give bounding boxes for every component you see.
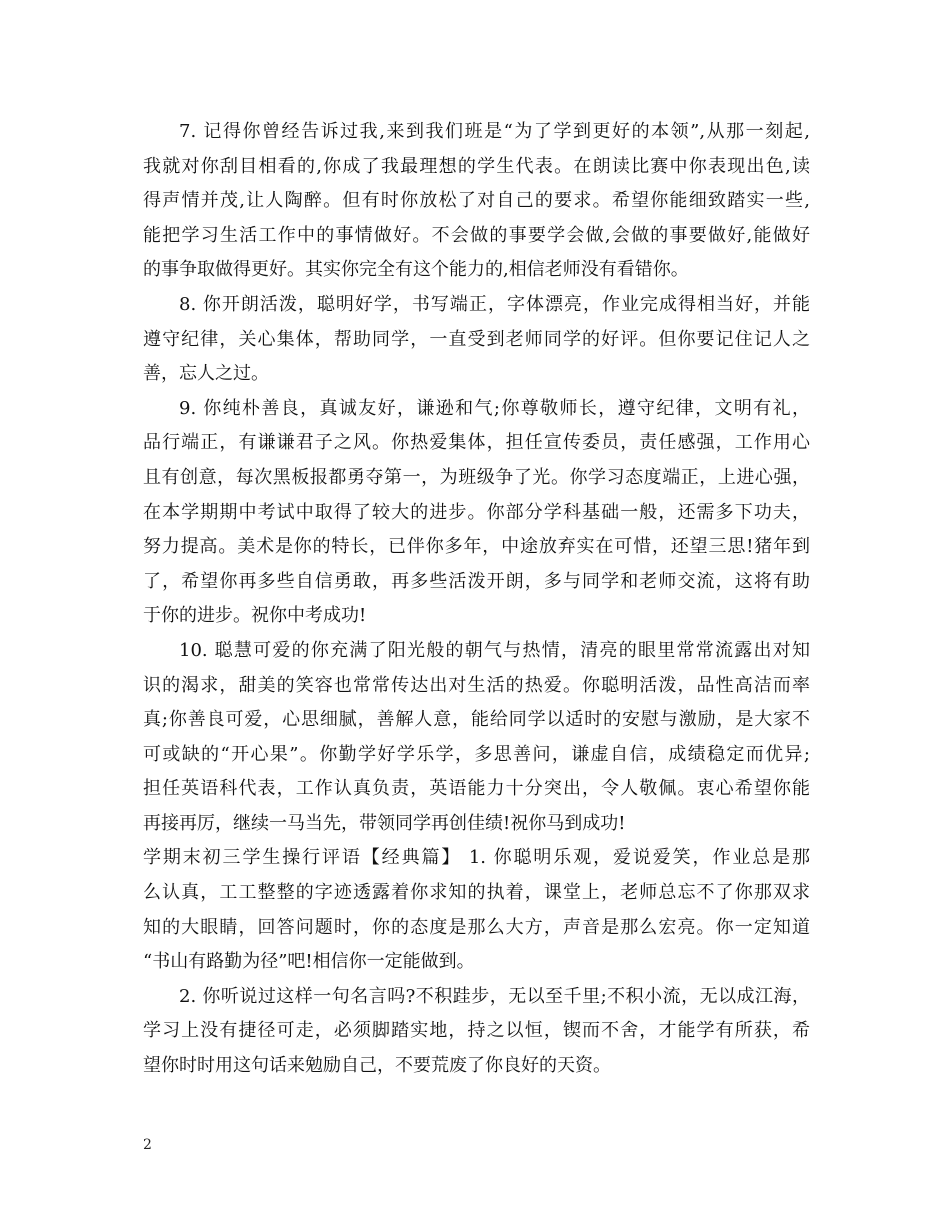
text-line: 在本学期期中考试中取得了较大的进步。你部分学科基础一般，还需多下功夫， (143, 501, 810, 523)
text-line: 且有创意，每次黑板报都勇夺第一，为班级争了光。你学习态度端正，上进心强， (143, 466, 810, 488)
paragraph-7 (143, 115, 810, 288)
text-line: 担任英语科代表，工作认真负责，英语能力十分突出，令人敬佩。衷心希望你能 (143, 778, 810, 800)
text-line: 我就对你刮目相看的,你成了我最理想的学生代表。在朗读比赛中你表现出色,读 (143, 155, 810, 177)
text-line: 学期末初三学生操行评语【经典篇】 1. 你聪明乐观，爱说爱笑，作业总是那 (143, 847, 810, 869)
text-line: 真;你善良可爱，心思细腻，善解人意，能给同学以适时的安慰与激励，是大家不 (143, 709, 810, 731)
text-line: 遵守纪律，关心集体，帮助同学，一直受到老师同学的好评。但你要记住记人之 (143, 328, 810, 350)
text-line: “书山有路勤为径”吧!相信你一定能做到。 (143, 951, 475, 973)
paragraph-2 (143, 980, 810, 1084)
text-line: 于你的进步。祝你中考成功! (143, 605, 367, 627)
text-line: 学习上没有捷径可走，必须脚踏实地，持之以恒，锲而不舍，才能学有所获，希 (143, 1020, 810, 1042)
text-line: 7. 记得你曾经告诉过我,来到我们班是“为了学到更好的本领”,从那一刻起, (179, 121, 810, 142)
text-line: 品行端正，有谦谦君子之风。你热爱集体，担任宣传委员，责任感强，工作用心 (143, 432, 810, 454)
text-line: 再接再厉，继续一马当先，带领同学再创佳绩!祝你马到成功! (143, 812, 626, 834)
text-line: 2. 你听说过这样一句名言吗?不积跬步，无以至千里;不积小流，无以成江海， (179, 985, 810, 1007)
text-line: 的事争取做得更好。其实你完全有这个能力的,相信老师没有看错你。 (143, 259, 689, 281)
text-line: 么认真，工工整整的字迹透露着你求知的执着，课堂上，老师总忘不了你那双求 (143, 882, 810, 904)
text-line: 能把学习生活工作中的事情做好。不会做的事要学会做,会做的事要做好,能做好 (143, 224, 810, 246)
text-line: 了，希望你再多些自信勇敢，再多些活泼开朗，多与同学和老师交流，这将有助 (143, 570, 810, 592)
section-heading-paragraph-1 (143, 841, 810, 979)
text-line: 努力提高。美术是你的特长，已伴你多年，中途放弃实在可惜，还望三思!猪年到 (143, 536, 810, 558)
text-line: 知的大眼睛，回答问题时，你的态度是那么大方，声音是那么宏亮。你一定知道 (143, 916, 810, 938)
paragraph-9 (143, 392, 810, 634)
text-line: 识的渴求，甜美的笑容也常常传达出对生活的热爱。你聪明活泼，品性高洁而率 (143, 674, 810, 696)
paragraph-8 (143, 288, 810, 392)
text-line: 望你时时用这句话来勉励自己，不要荒废了你良好的天资。 (143, 1055, 611, 1077)
text-line: 得声情并茂,让人陶醉。但有时你放松了对自己的要求。希望你能细致踏实一些, (143, 190, 810, 212)
document-body (143, 115, 810, 1084)
text-line: 可或缺的“开心果”。你勤学好学乐学，多思善问，谦虚自信，成绩稳定而优异; (143, 743, 810, 765)
text-line: 9. 你纯朴善良，真诚友好，谦逊和气;你尊敬师长，遵守纪律，文明有礼， (179, 397, 810, 419)
page-number: 2 (143, 1137, 152, 1153)
text-line: 8. 你开朗活泼，聪明好学，书写端正，字体漂亮，作业完成得相当好，并能 (179, 293, 810, 315)
paragraph-10 (143, 634, 810, 842)
text-line: 善，忘人之过。 (143, 363, 269, 385)
text-line: 10. 聪慧可爱的你充满了阳光般的朝气与热情，清亮的眼里常常流露出对知 (179, 639, 810, 661)
